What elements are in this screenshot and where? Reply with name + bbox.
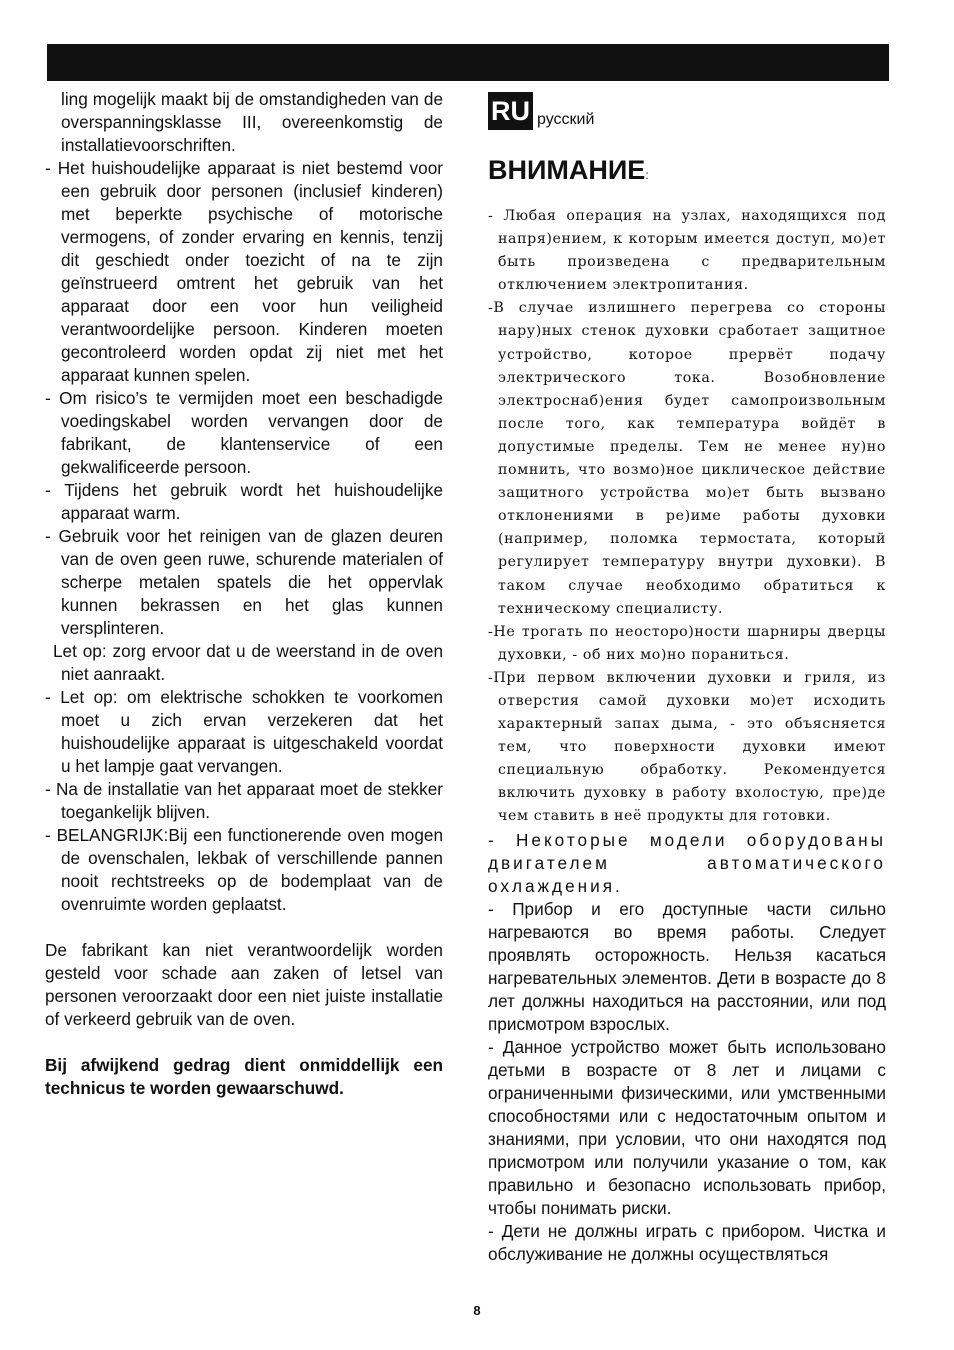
language-label	[488, 90, 886, 130]
section-heading	[488, 154, 886, 191]
list-item: -При первом включении духовки и гриля, из отверстия самой духовки мо)ет исходить характерный запах дыма, - это объясняется тем, что поверхности духовки имеют специальную обработку. Рекомендуется включить духовку в работу вхолостую, пре)де чем ставить в неё продукты для готовки.	[488, 669, 886, 825]
list-item: - Let op: om elektrische schokken te voorkomen moet u zich ervan verzekeren dat het huishoudelijke apparaat is uitgeschakeld voordat u het lampje gaat vervangen.	[45, 687, 443, 776]
warning-note: Bij afwijkend gedrag dient onmiddellijk een technicus te worden gewaarschuwd.	[45, 1055, 443, 1098]
heading-text: ВНИМАНИЕ	[488, 155, 646, 185]
list-item: - Данное устройство может быть использовано детьми в возрасте от 8 лет и лицами с ограниченными физическими, или умственными способностями или с недостаточным опытом и знаниями, при условии, что они находятся под присмотром или получили указание о том, как правильно и безопасно использовать прибор, чтобы понимать риски.	[488, 1036, 886, 1218]
dutch-column	[45, 88, 443, 1100]
header-bar	[47, 44, 889, 81]
russian-column	[488, 88, 886, 1266]
serif-warnings	[488, 205, 886, 829]
list-item: -В случае излишнего перегрева со стороны нару)ных стенок духовки сработает защитное устройство, которое прервёт подачу электрического тока. Возобновление электроснаб)ения будет самопроизвольным после того, как температура войдёт в допустимые пределы. Тем не менее ну)но помнить, что возмо)ное циклическое действие защитного устройства мо)ет быть вызвано отклонениями в ре)име работы духовки (например, поломка термостата, который регулирует температуру внутри духовки). В таком случае необходимо обратиться к техническому специалисту.	[488, 300, 886, 617]
language-code-badge: RU	[488, 92, 533, 130]
list-item: - Gebruik voor het reinigen van de glazen deuren van de oven geen ruwe, schurende materialen of scherpe metalen spatels die het oppervlak kunnen bekrassen en het glas kunnen versplinteren.	[45, 526, 443, 638]
list-item: - Дети не должны играть с прибором. Чистка и обслуживание не должны осуществляться	[488, 1220, 886, 1264]
list-item: - Het huishoudelijke apparaat is niet bestemd voor een gebruik door personen (inclusief kinderen) met beperkte psychische of motorische vermogens, of zonder ervaring en kennis, tenzij dit geschiedt onder toezicht of na te zijn geïnstrueerd omtrent het gebruik van het apparaat door een voor hun veiligheid verantwoordelijke persoon. Kinderen moeten gecontroleerd worden opdat zij niet met het apparaat kunnen spelen.	[45, 158, 443, 385]
list-item: - BELANGRIJK:Bij een functionerende oven mogen de ovenschalen, lekbak of verschillende pannen nooit rechtstreeks op de bodemplaat van de ovenruimte worden geplaatst.	[45, 825, 443, 914]
disclaimer-paragraph: De fabrikant kan niet verantwoordelijk worden gesteld voor schade aan zaken of letsel van personen veroorzaakt door een niet juiste installatie of verkeerd gebruik van de oven.	[45, 940, 443, 1029]
heading-colon: :	[645, 168, 649, 182]
list-item: - Некоторые модели оборудованы двигателем автоматического охлаждения.	[488, 829, 886, 896]
language-name: русский	[537, 111, 595, 128]
list-item: ling mogelijk maakt bij de omstandigheden van de overspanningsklasse III, overeenkomstig de installatievoorschriften.	[61, 89, 443, 155]
list-item: - Om risico’s te vermijden moet een beschadigde voedingskabel worden vervangen door de fabrikant, de klantenservice of een gekwalificeerde persoon.	[45, 388, 443, 477]
page-number: 8	[473, 1303, 481, 1318]
list-item: - Прибор и его доступные части сильно нагреваются во время работы. Следует проявлять осторожность. Нельзя касаться нагревательных элементов. Дети в возрасте до 8 лет должны находиться на расстоянии, или под присмотром взрослых.	[488, 898, 886, 1034]
list-item: - Tijdens het gebruik wordt het huishoudelijke apparaat warm.	[45, 480, 443, 523]
list-item: -Не трогать по неосторо)ности шарниры дверцы духовки, - об них мо)но пораниться.	[488, 623, 886, 663]
list-item: - Любая операция на узлах, находящихся под напря)ением, к которым имеется доступ, мо)ет быть произведена с предварительным отключением электропитания.	[488, 208, 886, 294]
list-item: Let op: zorg ervoor dat u de weerstand in de oven niet aanraakt.	[53, 641, 443, 684]
sans-warnings	[488, 829, 886, 1266]
list-item: - Na de installatie van het apparaat moet de stekker toegankelijk blijven.	[45, 779, 443, 822]
